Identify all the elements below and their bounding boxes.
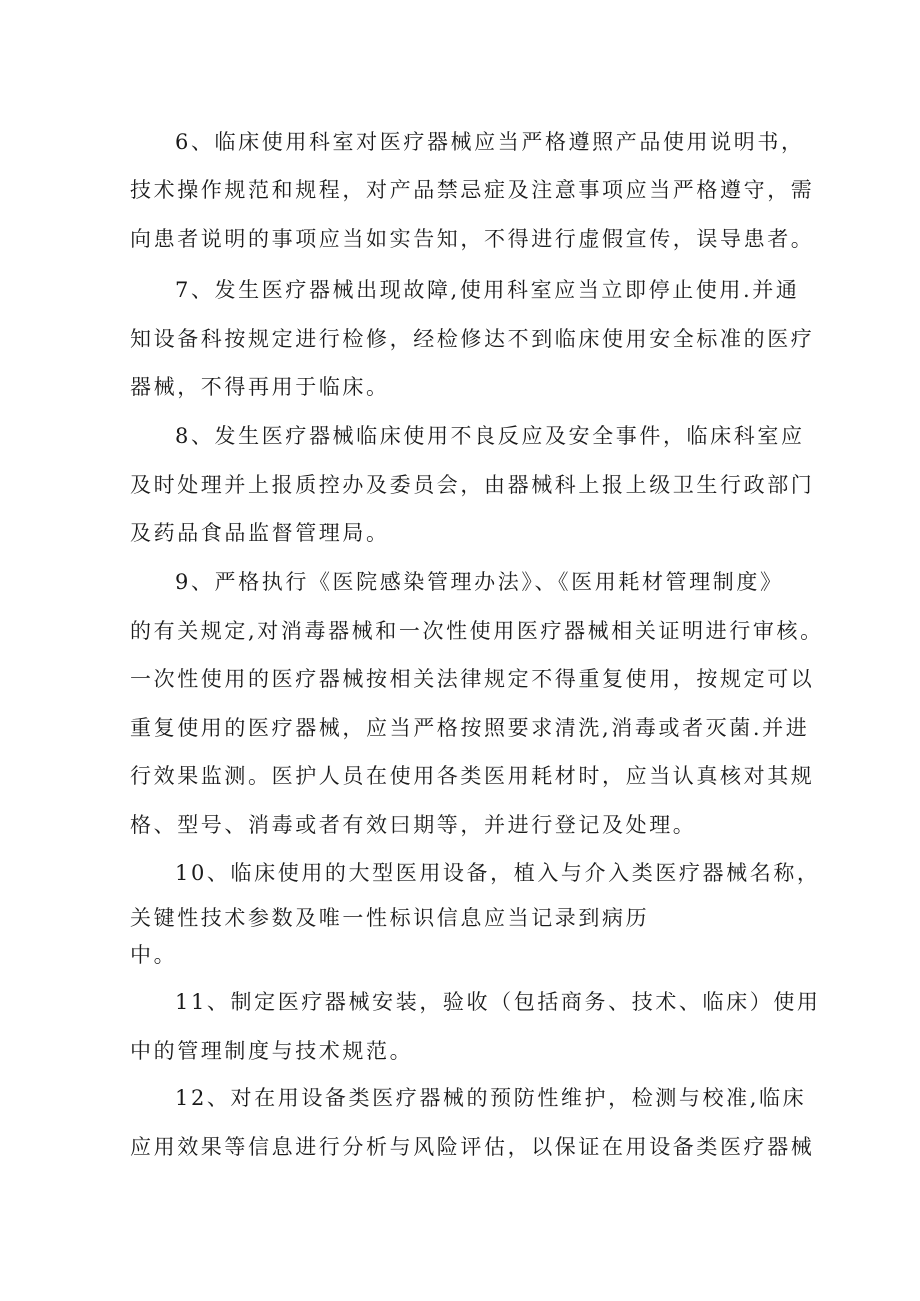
text-line: 12、对在用设备类医疗器械的预防性维护，检测与校准,临床 bbox=[175, 1086, 807, 1110]
text-line: 中的管理制度与技术规范。 bbox=[130, 1039, 414, 1063]
text-line: 10、临床使用的大型医用设备，植入与介入类医疗器械名称， bbox=[175, 861, 821, 885]
text-line: 的有关规定,对消毒器械和一次性使用医疗器械相关证明进行审核。 bbox=[130, 619, 824, 643]
text-line: 知设备科按规定进行检修，经检修达不到临床使用安全标准的医疗 bbox=[130, 327, 815, 351]
text-line: 关键性技术参数及唯一性标识信息应当记录到病历 bbox=[130, 906, 650, 930]
text-line: 技术操作规范和规程，对产品禁忌症及注意事项应当严格遵守，需 bbox=[130, 178, 815, 202]
text-line: 9、严格执行《医院感染管理办法》、《医用耗材管理制度》 bbox=[175, 570, 784, 594]
text-line: 11、制定医疗器械安装，验收（包括商务、技术、临床）使用 bbox=[175, 990, 821, 1014]
text-line: 中。 bbox=[130, 943, 178, 967]
text-line: 7、发生医疗器械出现故障,使用科室应当立即停止使用.并通 bbox=[175, 278, 800, 302]
text-line: 向患者说明的事项应当如实告知，不得进行虚假宣传，误导患者。 bbox=[130, 227, 815, 251]
text-line: 器械，不得再用于临床。 bbox=[130, 375, 390, 399]
text-line: 6、临床使用科室对医疗器械应当严格遵照产品使用说明书， bbox=[175, 130, 805, 154]
text-line: 应用效果等信息进行分析与风险评估，以保证在用设备类医疗器械 bbox=[130, 1135, 815, 1159]
text-line: 一次性使用的医疗器械按相关法律规定不得重复使用，按规定可以 bbox=[130, 667, 815, 691]
text-line: 重复使用的医疗器械，应当严格按照要求清洗,消毒或者灭菌.并进 bbox=[130, 716, 810, 740]
text-line: 及时处理并上报质控办及委员会，由器械科上报上级卫生行政部门 bbox=[130, 473, 815, 497]
text-line: 8、发生医疗器械临床使用不良反应及安全事件，临床科室应 bbox=[175, 424, 805, 448]
text-line: 格、型号、消毒或者有效曰期等，并进行登记及处理。 bbox=[130, 813, 697, 837]
text-line: 及药品食品监督管理局。 bbox=[130, 521, 390, 545]
text-line: 行效果监测。医护人员在使用各类医用耗材时，应当认真核对其规 bbox=[130, 764, 815, 788]
